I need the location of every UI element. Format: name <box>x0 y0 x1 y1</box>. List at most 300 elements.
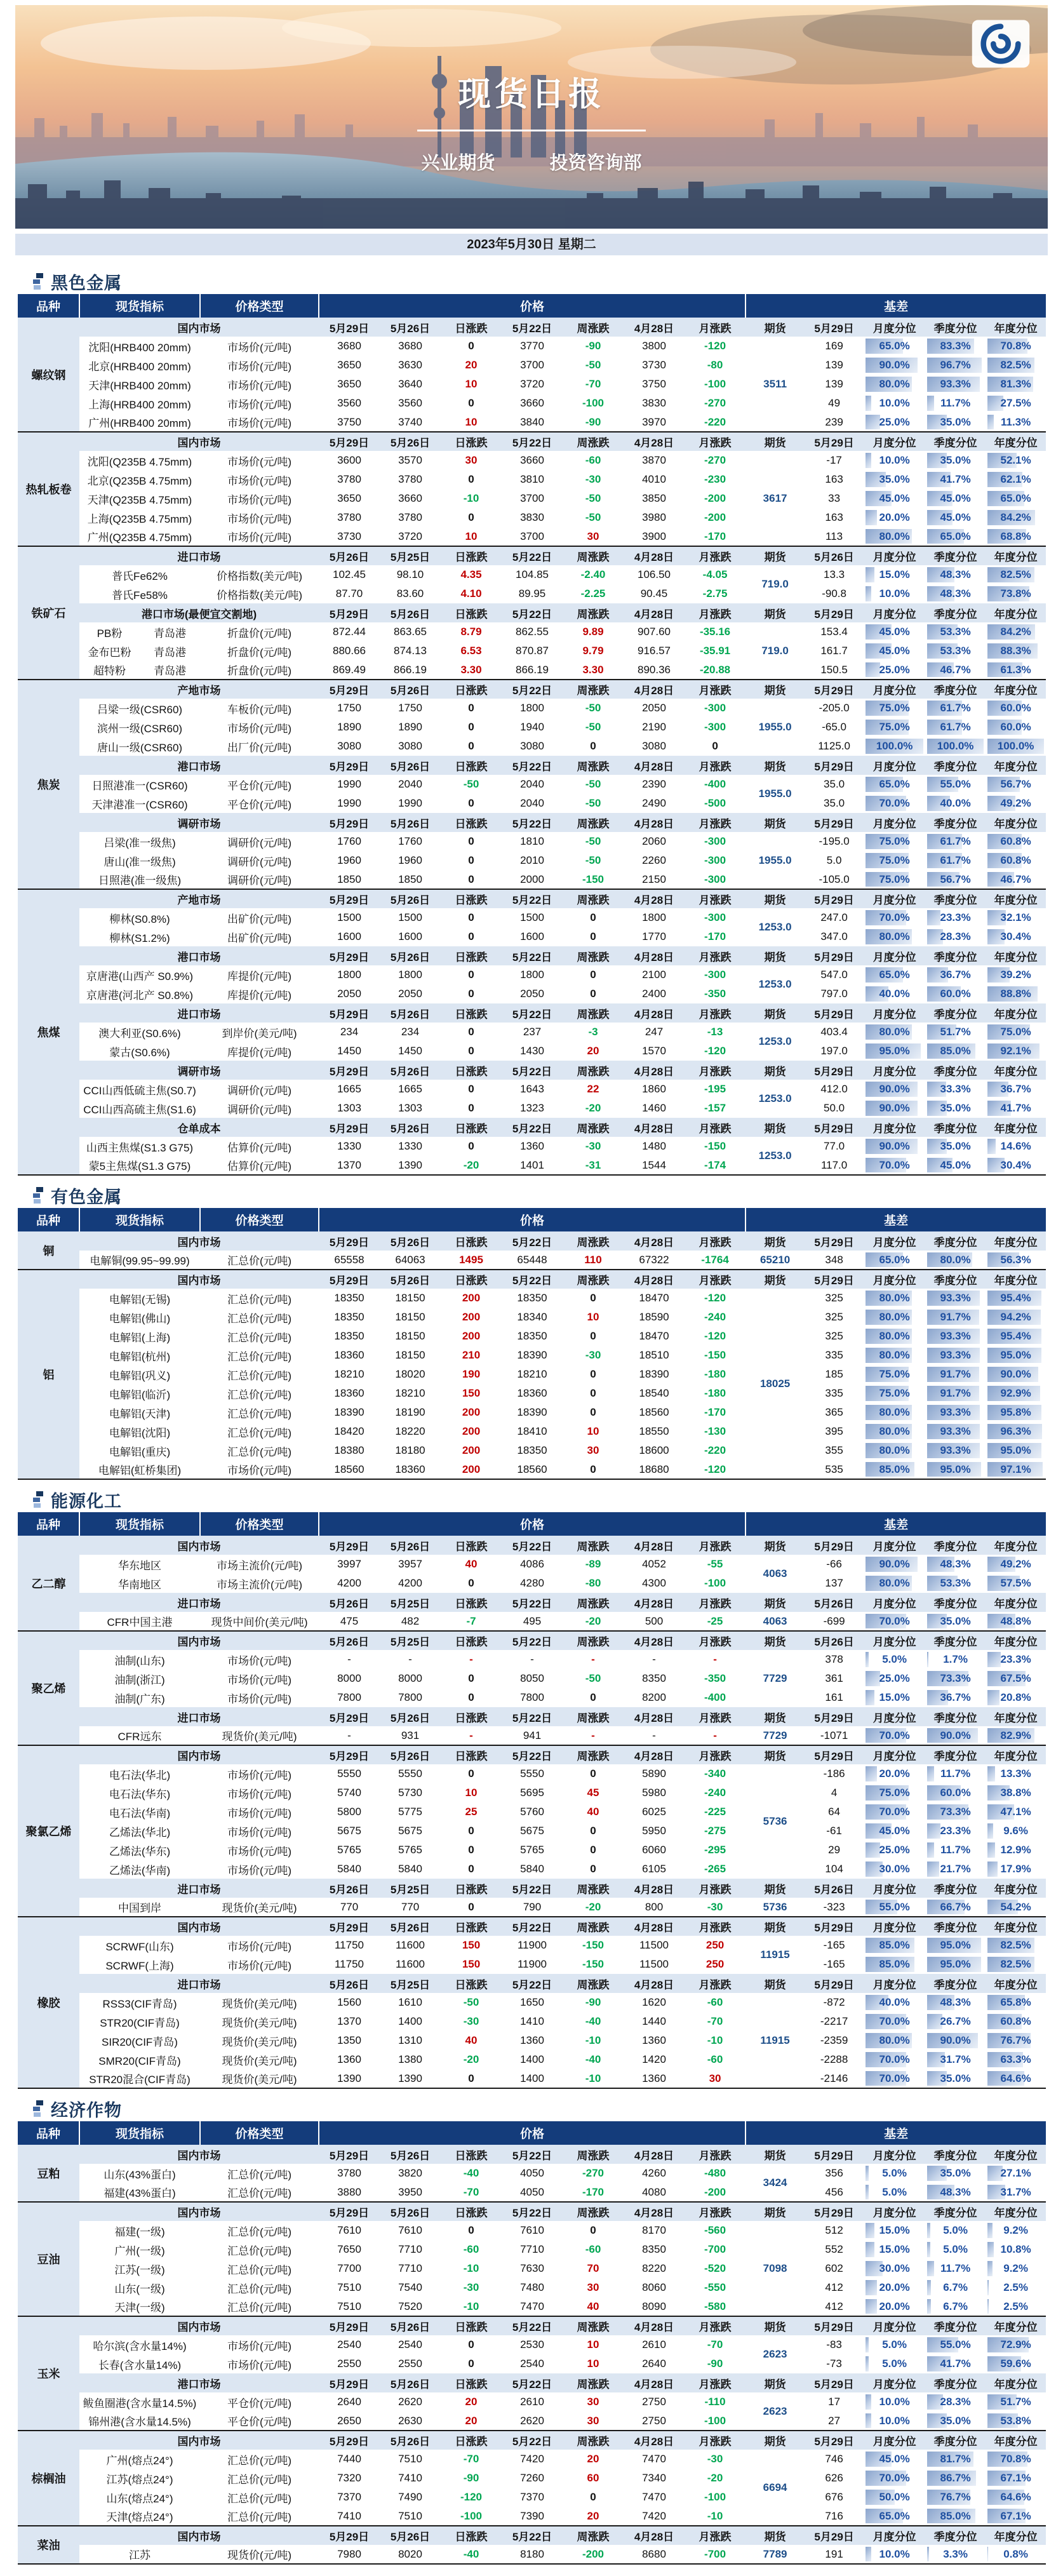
indicator-cell: 广州(Q235B 4.75mm) <box>87 532 192 544</box>
change-cell: 0 <box>590 1292 596 1304</box>
price-cell: 1750 <box>398 702 422 714</box>
percentile-cell <box>925 2069 986 2088</box>
subheader-cell: 年度分位 <box>986 1536 1046 1555</box>
percentile-cell <box>986 984 1046 1003</box>
subheader-cell: 月涨跌 <box>685 546 745 565</box>
percentile-cell <box>986 1289 1046 1308</box>
percentile-value: 25.0% <box>879 663 910 676</box>
change-cell: -40 <box>585 2015 601 2027</box>
price-cell: 1323 <box>520 1102 544 1114</box>
subheader-cell: 日涨跌 <box>441 1707 502 1726</box>
price-cell: 8000 <box>398 1672 422 1684</box>
market-label: 产地市场 <box>79 680 319 699</box>
change-cell: 200 <box>462 1292 481 1304</box>
price-cell: 8350 <box>642 1672 666 1684</box>
data-row <box>18 1289 1046 1308</box>
percentile-value: 39.2% <box>1000 969 1031 981</box>
price-cell: 3957 <box>398 1558 422 1570</box>
percentile-cell <box>986 1460 1046 1479</box>
percentile-cell <box>864 2392 925 2412</box>
percentile-cell <box>925 1764 986 1783</box>
subheader-cell: 年度分位 <box>986 1593 1046 1612</box>
change-cell: -520 <box>704 2262 726 2274</box>
percentile-value: 65.0% <box>879 969 910 981</box>
change-cell: 20 <box>587 2509 599 2522</box>
percentile-value: 92.1% <box>1000 1045 1031 1057</box>
percentile-value: 80.0% <box>879 1406 910 1418</box>
price-cell: 1360 <box>642 2034 666 2046</box>
price-type-cell: 现货中间价(美元/吨) <box>211 1616 308 1628</box>
percentile-value: 26.7% <box>940 2015 971 2027</box>
change-cell: 25 <box>465 1806 478 1818</box>
subheader-cell: 5月29日 <box>319 2145 380 2164</box>
market-label: 港口市场 <box>79 2373 319 2392</box>
subheader-cell: 月度分位 <box>864 603 925 622</box>
change-cell: -300 <box>704 721 726 733</box>
section-bullet-icon <box>33 273 43 290</box>
price-cell: 1960 <box>398 854 422 866</box>
basis-cell: 13.3 <box>824 568 845 580</box>
price-cell: 5695 <box>520 1787 544 1799</box>
futures-cell: 7729 <box>763 1672 787 1684</box>
price-cell: 104.85 <box>516 568 549 580</box>
futures-cell: 719.0 <box>761 578 789 590</box>
subheader-cell: 5月29日 <box>319 1536 380 1555</box>
basis-cell: 403.4 <box>820 1026 848 1038</box>
indicator-cell: 普氏Fe62% <box>112 570 168 582</box>
percentile-cell <box>986 2050 1046 2069</box>
section-经济作物 <box>15 2098 1048 2565</box>
change-cell: 210 <box>462 1349 481 1361</box>
price-cell: 1643 <box>520 1083 544 1095</box>
percentile-cell <box>986 2412 1046 2431</box>
percentile-value: 100.0% <box>876 740 913 752</box>
data-row <box>18 451 1046 470</box>
price-cell: 2640 <box>642 2358 666 2370</box>
change-cell: -2.75 <box>702 587 728 600</box>
price-cell: 1390 <box>337 2072 361 2084</box>
percentile-value: 20.8% <box>1000 1691 1031 1703</box>
subheader-cell: 5月26日 <box>380 603 441 622</box>
percentile-cell <box>925 1993 986 2012</box>
percentile-cell <box>864 2164 925 2183</box>
percentile-value: 27.5% <box>1000 397 1031 409</box>
percentile-cell <box>925 1422 986 1441</box>
percentile-value: 80.0% <box>940 1253 971 1266</box>
market-subheader-row <box>18 1270 1046 1289</box>
subheader-cell: 5月29日 <box>805 1003 864 1023</box>
price-cell: 98.10 <box>396 568 424 580</box>
group-price: 价格 <box>319 294 745 318</box>
subheader-cell: 周涨跌 <box>563 1003 624 1023</box>
subheader-cell: 周涨跌 <box>563 2145 624 2164</box>
percentile-value: 90.0% <box>879 1102 910 1114</box>
price-cell: 18410 <box>517 1425 547 1437</box>
data-row <box>18 2259 1046 2278</box>
price-cell: 7700 <box>337 2262 361 2274</box>
percentile-cell <box>986 337 1046 356</box>
basis-cell: 139 <box>825 359 843 371</box>
percentile-bar <box>866 396 871 411</box>
price-cell: 3850 <box>642 492 666 504</box>
basis-cell: 512 <box>825 2224 843 2236</box>
price-cell: 5890 <box>642 1768 666 1780</box>
indicator-cell: 日照港(准一级焦) <box>98 875 182 887</box>
change-cell: - <box>713 1729 717 1741</box>
section-黑色金属 <box>15 271 1048 1176</box>
indicator-cell: 沈阳(Q235B 4.75mm) <box>87 455 192 468</box>
price-cell: 870.87 <box>516 645 549 657</box>
data-row <box>18 1955 1046 1974</box>
change-cell: -50 <box>585 854 601 866</box>
percentile-cell <box>864 375 925 394</box>
market-label: 进口市场 <box>79 1003 319 1023</box>
variety-cell: 热轧板卷 <box>18 432 79 546</box>
percentile-cell <box>986 661 1046 680</box>
change-cell: -100 <box>704 2414 726 2427</box>
percentile-value: 53.3% <box>940 626 971 638</box>
percentile-cell <box>864 2450 925 2469</box>
futures-cell: 65210 <box>759 1253 791 1266</box>
market-subheader-row <box>18 1003 1046 1023</box>
percentile-cell <box>986 2278 1046 2297</box>
market-subheader-row <box>18 2316 1046 2335</box>
price-cell: 3560 <box>398 397 422 409</box>
percentile-value: 10.0% <box>879 2547 910 2560</box>
percentile-cell <box>864 1080 925 1099</box>
indicator-cell: 山东(一级) <box>114 2283 165 2295</box>
subheader-cell: 5月26日 <box>380 1745 441 1764</box>
change-cell: 20 <box>465 2396 478 2408</box>
price-type-cell: 汇总价(元/吨) <box>227 1293 292 1306</box>
price-cell: 3780 <box>337 473 361 485</box>
percentile-bar <box>987 1862 998 1877</box>
percentile-cell <box>925 508 986 527</box>
percentile-cell <box>986 394 1046 413</box>
change-cell: 30 <box>587 2396 599 2408</box>
price-cell: 2550 <box>398 2358 422 2370</box>
change-cell: -170 <box>704 530 726 542</box>
change-cell: -20 <box>463 1158 479 1171</box>
subheader-cell: 周涨跌 <box>563 603 624 622</box>
subheader-cell: 月度分位 <box>864 2202 925 2221</box>
indicator-cell: 京唐港(山西产 S0.9%) <box>86 970 194 983</box>
percentile-cell <box>864 1860 925 1879</box>
col-price-type: 价格类型 <box>200 2121 319 2145</box>
price-cell: 18180 <box>395 1444 425 1456</box>
basis-cell: 535 <box>825 1463 843 1475</box>
percentile-value: 61.7% <box>940 835 971 847</box>
percentile-cell <box>986 2297 1046 2316</box>
market-subheader-row <box>18 318 1046 337</box>
basis-cell: -1071 <box>820 1729 848 1741</box>
percentile-value: 65.0% <box>940 530 971 542</box>
market-label: 国内市场 <box>79 318 319 337</box>
data-row <box>18 2354 1046 2373</box>
price-cell: 866.19 <box>394 663 427 676</box>
percentile-value: 10.0% <box>879 397 910 409</box>
percentile-bar <box>866 2413 871 2428</box>
price-cell: 5840 <box>520 1863 544 1875</box>
change-cell: -480 <box>704 2167 726 2179</box>
group-price: 价格 <box>319 1512 745 1536</box>
percentile-value: 70.0% <box>879 1729 910 1741</box>
price-cell: 5740 <box>337 1787 361 1799</box>
indicator-cell: 北京(Q235B 4.75mm) <box>87 474 192 487</box>
percentile-bar <box>866 1766 877 1781</box>
subheader-cell: 周涨跌 <box>563 889 624 908</box>
percentile-bar <box>866 2242 874 2257</box>
percentile-cell <box>864 584 925 603</box>
subheader-cell: 5月29日 <box>805 2526 864 2545</box>
change-cell: -30 <box>707 2453 723 2465</box>
subheader-cell: 4月28日 <box>624 2431 685 2450</box>
price-cell: 2040 <box>398 778 422 790</box>
percentile-value: 45.0% <box>879 645 910 657</box>
price-cell: 2060 <box>642 835 666 847</box>
futures-cell: 11915 <box>760 2034 790 2046</box>
change-cell: 0 <box>468 1900 474 1913</box>
price-type-cell: 到岸价(美元/吨) <box>222 1027 297 1040</box>
data-row <box>18 2183 1046 2202</box>
percentile-value: 60.0% <box>1000 721 1031 733</box>
percentile-cell <box>864 1137 925 1156</box>
percentile-value: 67.1% <box>1000 2509 1031 2522</box>
basis-cell: -699 <box>823 1614 845 1627</box>
subheader-cell: 季度分位 <box>925 2526 986 2545</box>
price-cell: 18560 <box>639 1406 669 1418</box>
percentile-cell <box>925 1403 986 1422</box>
indicator-cell: 广州(HRB400 20mm) <box>88 417 191 429</box>
percentile-value: 10.0% <box>879 454 910 466</box>
price-cell: 3780 <box>337 511 361 523</box>
price-cell: 18560 <box>517 1463 547 1475</box>
indicator-cell: 山东(43%蛋白) <box>104 2168 176 2181</box>
percentile-cell <box>925 1574 986 1593</box>
subheader-cell: 5月22日 <box>502 2202 563 2221</box>
percentile-cell <box>864 489 925 508</box>
change-cell: 250 <box>705 1939 725 1951</box>
subheader-cell: 5月29日 <box>319 813 380 832</box>
percentile-cell <box>986 413 1046 432</box>
subheader-cell: 季度分位 <box>925 1536 986 1555</box>
price-cell: 8170 <box>642 2224 666 2236</box>
subheader-cell: 期货 <box>745 1974 805 1993</box>
col-variety: 品种 <box>18 1512 79 1536</box>
percentile-value: 17.9% <box>1000 1863 1031 1875</box>
change-cell: 30 <box>709 2072 721 2084</box>
percentile-value: 2.5% <box>1003 2281 1028 2293</box>
subheader-cell: 周涨跌 <box>563 813 624 832</box>
basis-cell: -90.8 <box>822 587 846 600</box>
basis-cell: -66 <box>826 1558 842 1570</box>
change-cell: -550 <box>704 2281 726 2293</box>
percentile-value: 75.0% <box>879 854 910 866</box>
data-row <box>18 851 1046 870</box>
change-cell: 200 <box>462 1311 481 1323</box>
price-cell: 3780 <box>337 2167 361 2179</box>
basis-cell: 33 <box>828 492 841 504</box>
percentile-value: 64.6% <box>1000 2072 1031 2084</box>
section-title-label: 能源化工 <box>51 1491 122 1511</box>
subheader-cell: 周涨跌 <box>563 1745 624 1764</box>
price-cell: 7470 <box>642 2453 666 2465</box>
basis-cell: 5.0 <box>826 854 842 866</box>
market-label: 国内市场 <box>79 2145 319 2164</box>
percentile-value: 48.3% <box>940 568 971 580</box>
percentile-cell <box>925 661 986 680</box>
price-type-cell: 出矿价(元/吨) <box>227 932 292 944</box>
subheader-cell: 5月29日 <box>319 318 380 337</box>
subheader-cell: 5月22日 <box>502 889 563 908</box>
variety-cell: 豆油 <box>18 2202 79 2316</box>
subheader-cell: 年度分位 <box>986 1270 1046 1289</box>
price-type-cell: 折盘价(元/吨) <box>227 627 292 640</box>
subheader-cell: 5月26日 <box>380 2526 441 2545</box>
indicator-cell: 电解铝(巩义) <box>109 1369 171 1382</box>
data-row <box>18 1327 1046 1346</box>
indicator-cell: 唐山(准一级焦) <box>104 855 176 868</box>
price-cell: 3660 <box>398 492 422 504</box>
subheader-cell: 周涨跌 <box>563 1974 624 1993</box>
basis-cell: 412 <box>825 2300 843 2312</box>
subheader-cell: 5月22日 <box>502 1631 563 1650</box>
percentile-value: 97.1% <box>1000 1463 1031 1475</box>
change-cell: 60 <box>587 2472 599 2484</box>
percentile-value: 11.7% <box>940 2262 971 2274</box>
indicator-cell: 福建(一级) <box>114 2225 165 2238</box>
price-cell: 18390 <box>639 1368 669 1380</box>
price-cell: 4200 <box>398 1577 422 1589</box>
change-cell: 3.30 <box>460 663 482 676</box>
change-cell: 30 <box>465 454 478 466</box>
variety-cell: 焦炭 <box>18 680 79 889</box>
price-type-cell: 调研价(元/吨) <box>227 875 292 887</box>
report-sections <box>0 271 1063 2565</box>
change-cell: -50 <box>585 835 601 847</box>
date-bar: 2023年5月30日 星期二 <box>15 234 1048 255</box>
percentile-cell <box>864 965 925 984</box>
basis-cell: 356 <box>825 2167 843 2179</box>
percentile-cell <box>986 470 1046 489</box>
indicator-cell: 江苏(一级) <box>114 2264 165 2276</box>
price-type-cell: 现货价(美元/吨) <box>222 2036 297 2048</box>
subheader-cell: 5月29日 <box>805 2373 864 2392</box>
subheader-cell: 月度分位 <box>864 1974 925 1993</box>
price-type-cell: 市场价(元/吨) <box>227 1674 292 1686</box>
percentile-cell <box>986 1764 1046 1783</box>
market-subheader-row <box>18 603 1046 622</box>
price-cell: - <box>652 1729 656 1741</box>
percentile-cell <box>864 641 925 661</box>
subheader-cell: 4月28日 <box>624 1974 685 1993</box>
percentile-value: 55.0% <box>940 2338 971 2351</box>
percentile-value: 6.7% <box>943 2300 968 2312</box>
price-cell: 2750 <box>642 2414 666 2427</box>
subheader-cell: 月涨跌 <box>685 1707 745 1726</box>
basis-cell: -195.0 <box>819 835 850 847</box>
percentile-bar <box>987 2280 989 2295</box>
subheader-cell: 4月28日 <box>624 889 685 908</box>
indicator-port: 青岛港 <box>154 627 186 640</box>
data-row <box>18 2392 1046 2412</box>
price-cell: 1303 <box>337 1102 361 1114</box>
market-label: 国内市场 <box>79 2316 319 2335</box>
percentile-value: 95.0% <box>1000 1444 1031 1456</box>
price-cell: 2050 <box>398 988 422 1000</box>
market-label: 仓单成本 <box>79 1118 319 1137</box>
change-cell: -300 <box>704 835 726 847</box>
subheader-cell: 5月22日 <box>502 2145 563 2164</box>
percentile-cell <box>864 1308 925 1327</box>
percentile-value: 35.0% <box>940 1140 971 1152</box>
percentile-value: 53.8% <box>1000 2414 1031 2427</box>
report-subtitle <box>15 149 1048 175</box>
percentile-value: 65.8% <box>1000 1996 1031 2008</box>
indicator-port: 青岛港 <box>154 665 186 677</box>
percentile-value: 95.4% <box>1000 1330 1031 1342</box>
subheader-cell: 周涨跌 <box>563 2202 624 2221</box>
change-cell: -300 <box>704 873 726 885</box>
change-cell: 0 <box>590 1330 596 1342</box>
percentile-value: 55.0% <box>879 1900 910 1913</box>
basis-cell: -2288 <box>820 2053 848 2065</box>
subheader-cell: 周涨跌 <box>563 2373 624 2392</box>
price-cell: 1960 <box>337 854 361 866</box>
percentile-cell <box>986 718 1046 737</box>
change-cell: -40 <box>585 2053 601 2065</box>
subheader-cell: 5月22日 <box>502 1536 563 1555</box>
change-cell: 20 <box>587 2453 599 2465</box>
indicator-cell: SIR20(CIF青岛) <box>102 2036 178 2048</box>
price-cell: 1370 <box>337 2015 361 2027</box>
percentile-cell <box>986 565 1046 584</box>
percentile-cell <box>864 1422 925 1441</box>
percentile-cell <box>864 2469 925 2488</box>
price-cell: 1310 <box>398 2034 422 2046</box>
percentile-cell <box>864 337 925 356</box>
subheader-cell: 5月26日 <box>380 1917 441 1936</box>
subheader-cell: 季度分位 <box>925 1879 986 1898</box>
change-cell: 0 <box>590 2491 596 2503</box>
price-cell: 18560 <box>334 1463 364 1475</box>
subheader-cell: 4月28日 <box>624 1707 685 1726</box>
subheader-cell: 5月25日 <box>380 1974 441 1993</box>
price-type-cell: 汇总价(元/吨) <box>227 1369 292 1382</box>
col-indicator: 现货指标 <box>79 294 200 318</box>
change-cell: - <box>713 1653 717 1665</box>
indicator-cell: RSS3(CIF青岛) <box>102 1997 177 2010</box>
market-subheader-row <box>18 1745 1046 1764</box>
percentile-value: 80.0% <box>879 378 910 390</box>
subheader-cell: 月度分位 <box>864 1917 925 1936</box>
col-price-type: 价格类型 <box>200 294 319 318</box>
price-cell: 3660 <box>520 454 544 466</box>
percentile-cell <box>925 927 986 946</box>
percentile-cell <box>925 1860 986 1879</box>
price-cell: 234 <box>401 1026 420 1038</box>
price-cell: 2550 <box>337 2358 361 2370</box>
subheader-cell: 周涨跌 <box>563 1536 624 1555</box>
subheader-cell: 月度分位 <box>864 1707 925 1726</box>
indicator-cell: 蒙古(S0.6%) <box>109 1046 170 1059</box>
indicator-cell: 乙烯法(华南) <box>109 1864 171 1877</box>
subheader-cell: 5月29日 <box>319 2526 380 2545</box>
price-cell: 1850 <box>398 873 422 885</box>
subheader-cell: 周涨跌 <box>563 946 624 965</box>
subheader-cell: 月度分位 <box>864 1003 925 1023</box>
percentile-cell <box>986 870 1046 889</box>
